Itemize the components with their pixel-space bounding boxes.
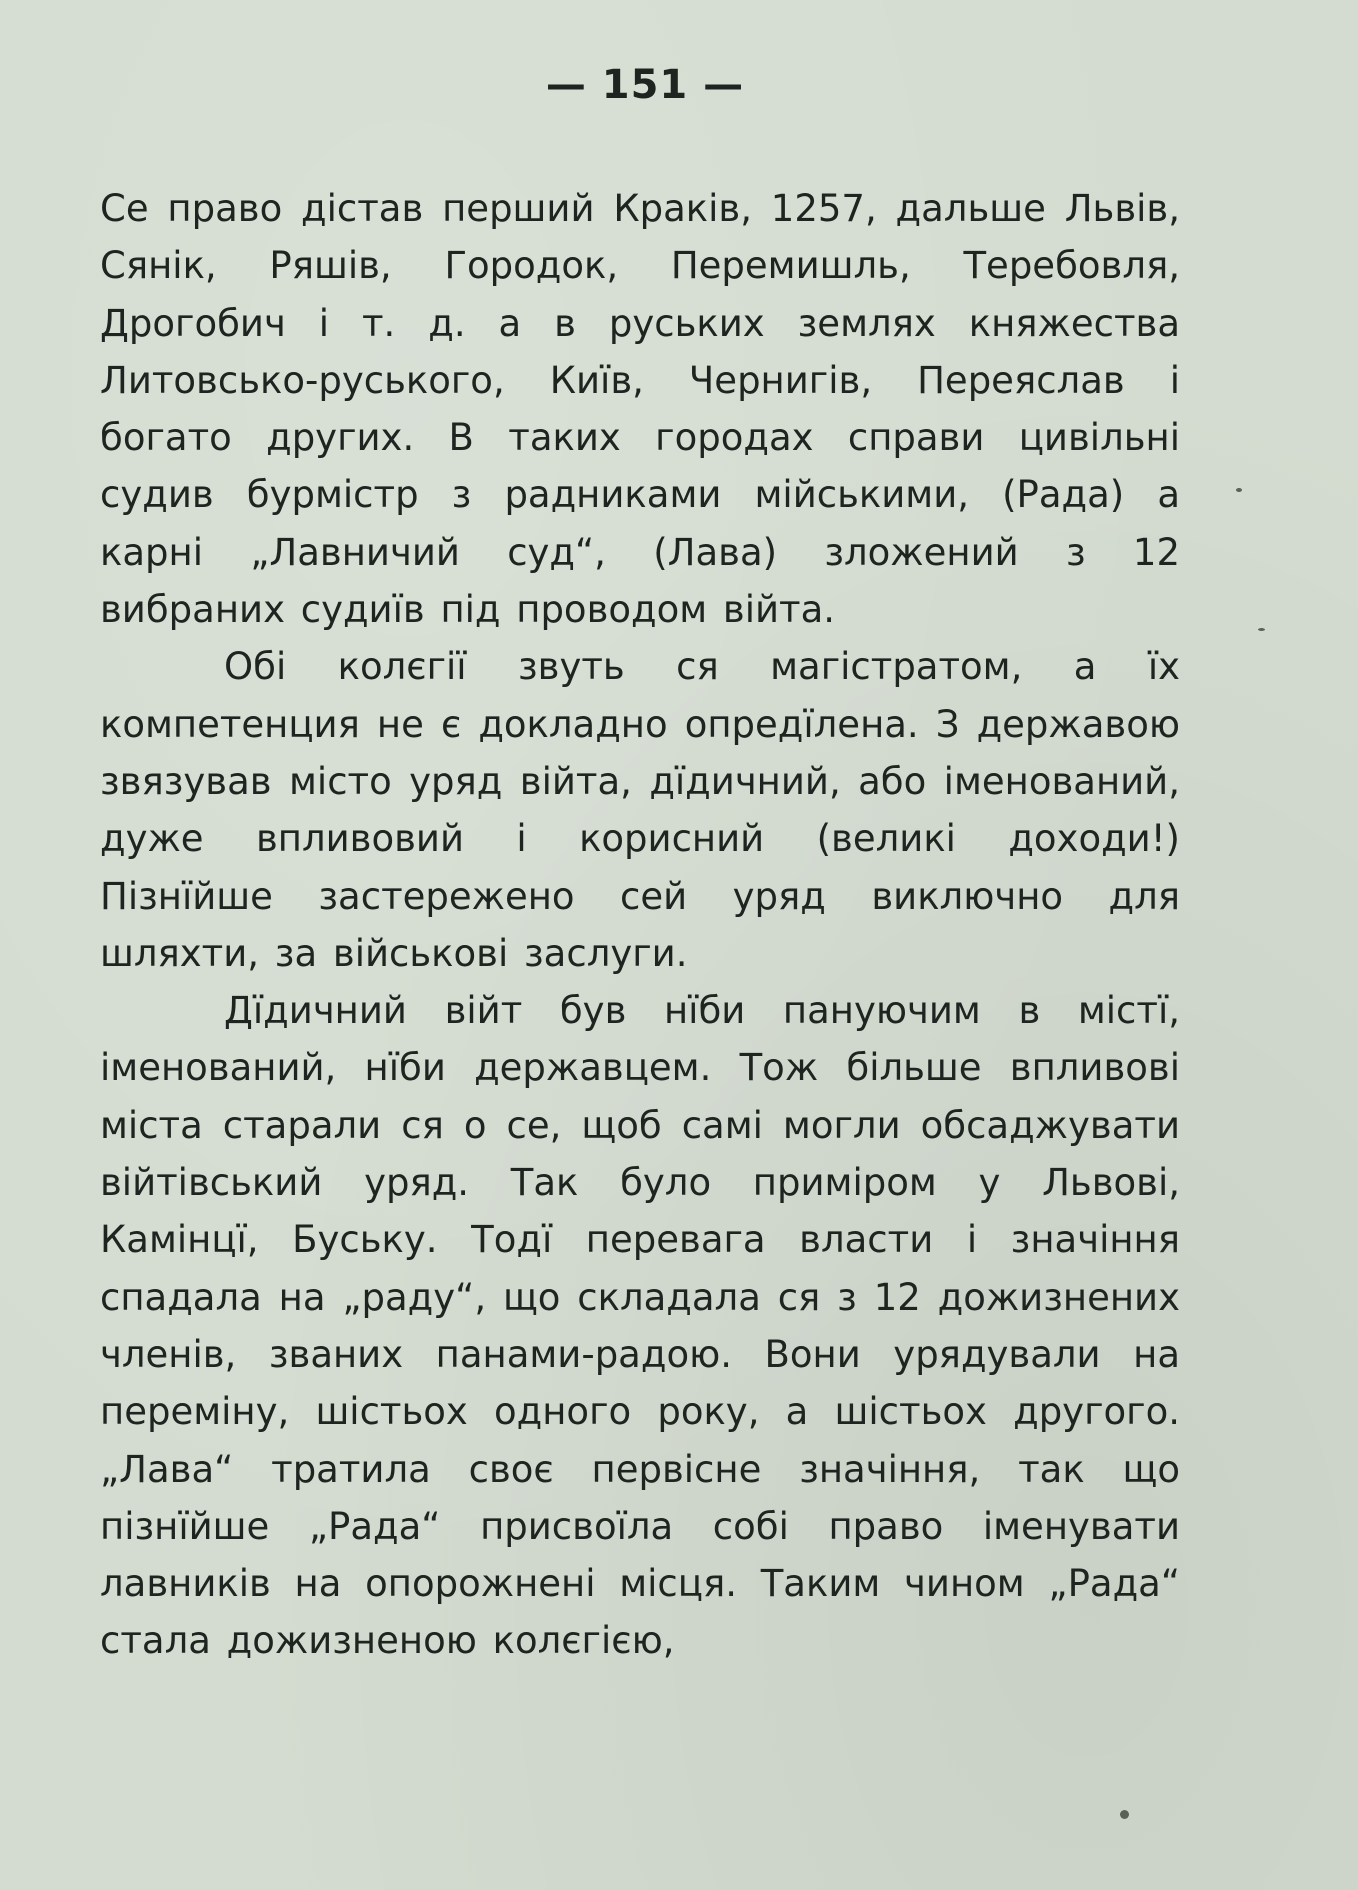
- paragraph-2: Обі колєгії звуть ся магістратом, а їх компетенция не є докладно опредїлена. З державою звязував місто уряд війта, дїдичний, або іменований, дуже впливовий і корисний (великі доходи!) Пізнїйше застережено сей уряд виключно для шляхти, за військові заслуги.: [100, 645, 1180, 975]
- margin-speck: [1236, 488, 1242, 492]
- margin-speck: [1120, 1810, 1129, 1819]
- paragraph-3: Дїдичний війт був нїби пануючим в містї, іменований, нїби державцем. Тож більше впливові міста старали ся о се, щоб самі могли обсаджувати війтівський уряд. Так було приміром у Львові, Камінцї, Буську. Тодї перевага власти і значіння спадала на „раду“, що складала ся з 12 дожизнених членів, званих панами-радою. Вони урядували на переміну, шістьох одного року, а шістьох другого. „Лава“ тратила своє первісне значіння, так що пізнїйше „Рада“ присвоїла собі право іменувати лавників на опорожнені місця. Таким чином „Рада“ стала дожизненою колєгією,: [100, 989, 1180, 1663]
- body-text: [100, 180, 1180, 1670]
- margin-speck: [1258, 628, 1265, 631]
- page-number: — 151 —: [545, 62, 745, 108]
- paragraph-1: Се право дістав перший Краків, 1257, дальше Львів, Сянік, Ряшів, Городок, Перемишль, Теребовля, Дрогобич і т. д. а в руських землях княжества Литовсько-руського, Київ, Чернигів, Переяслав і богато других. В таких городах справи цивільні судив бурмістр з радниками мійськими, (Рада) а карні „Лавничий суд“, (Лава) зложений з 12 вибраних судиїв під проводом війта.: [100, 187, 1180, 632]
